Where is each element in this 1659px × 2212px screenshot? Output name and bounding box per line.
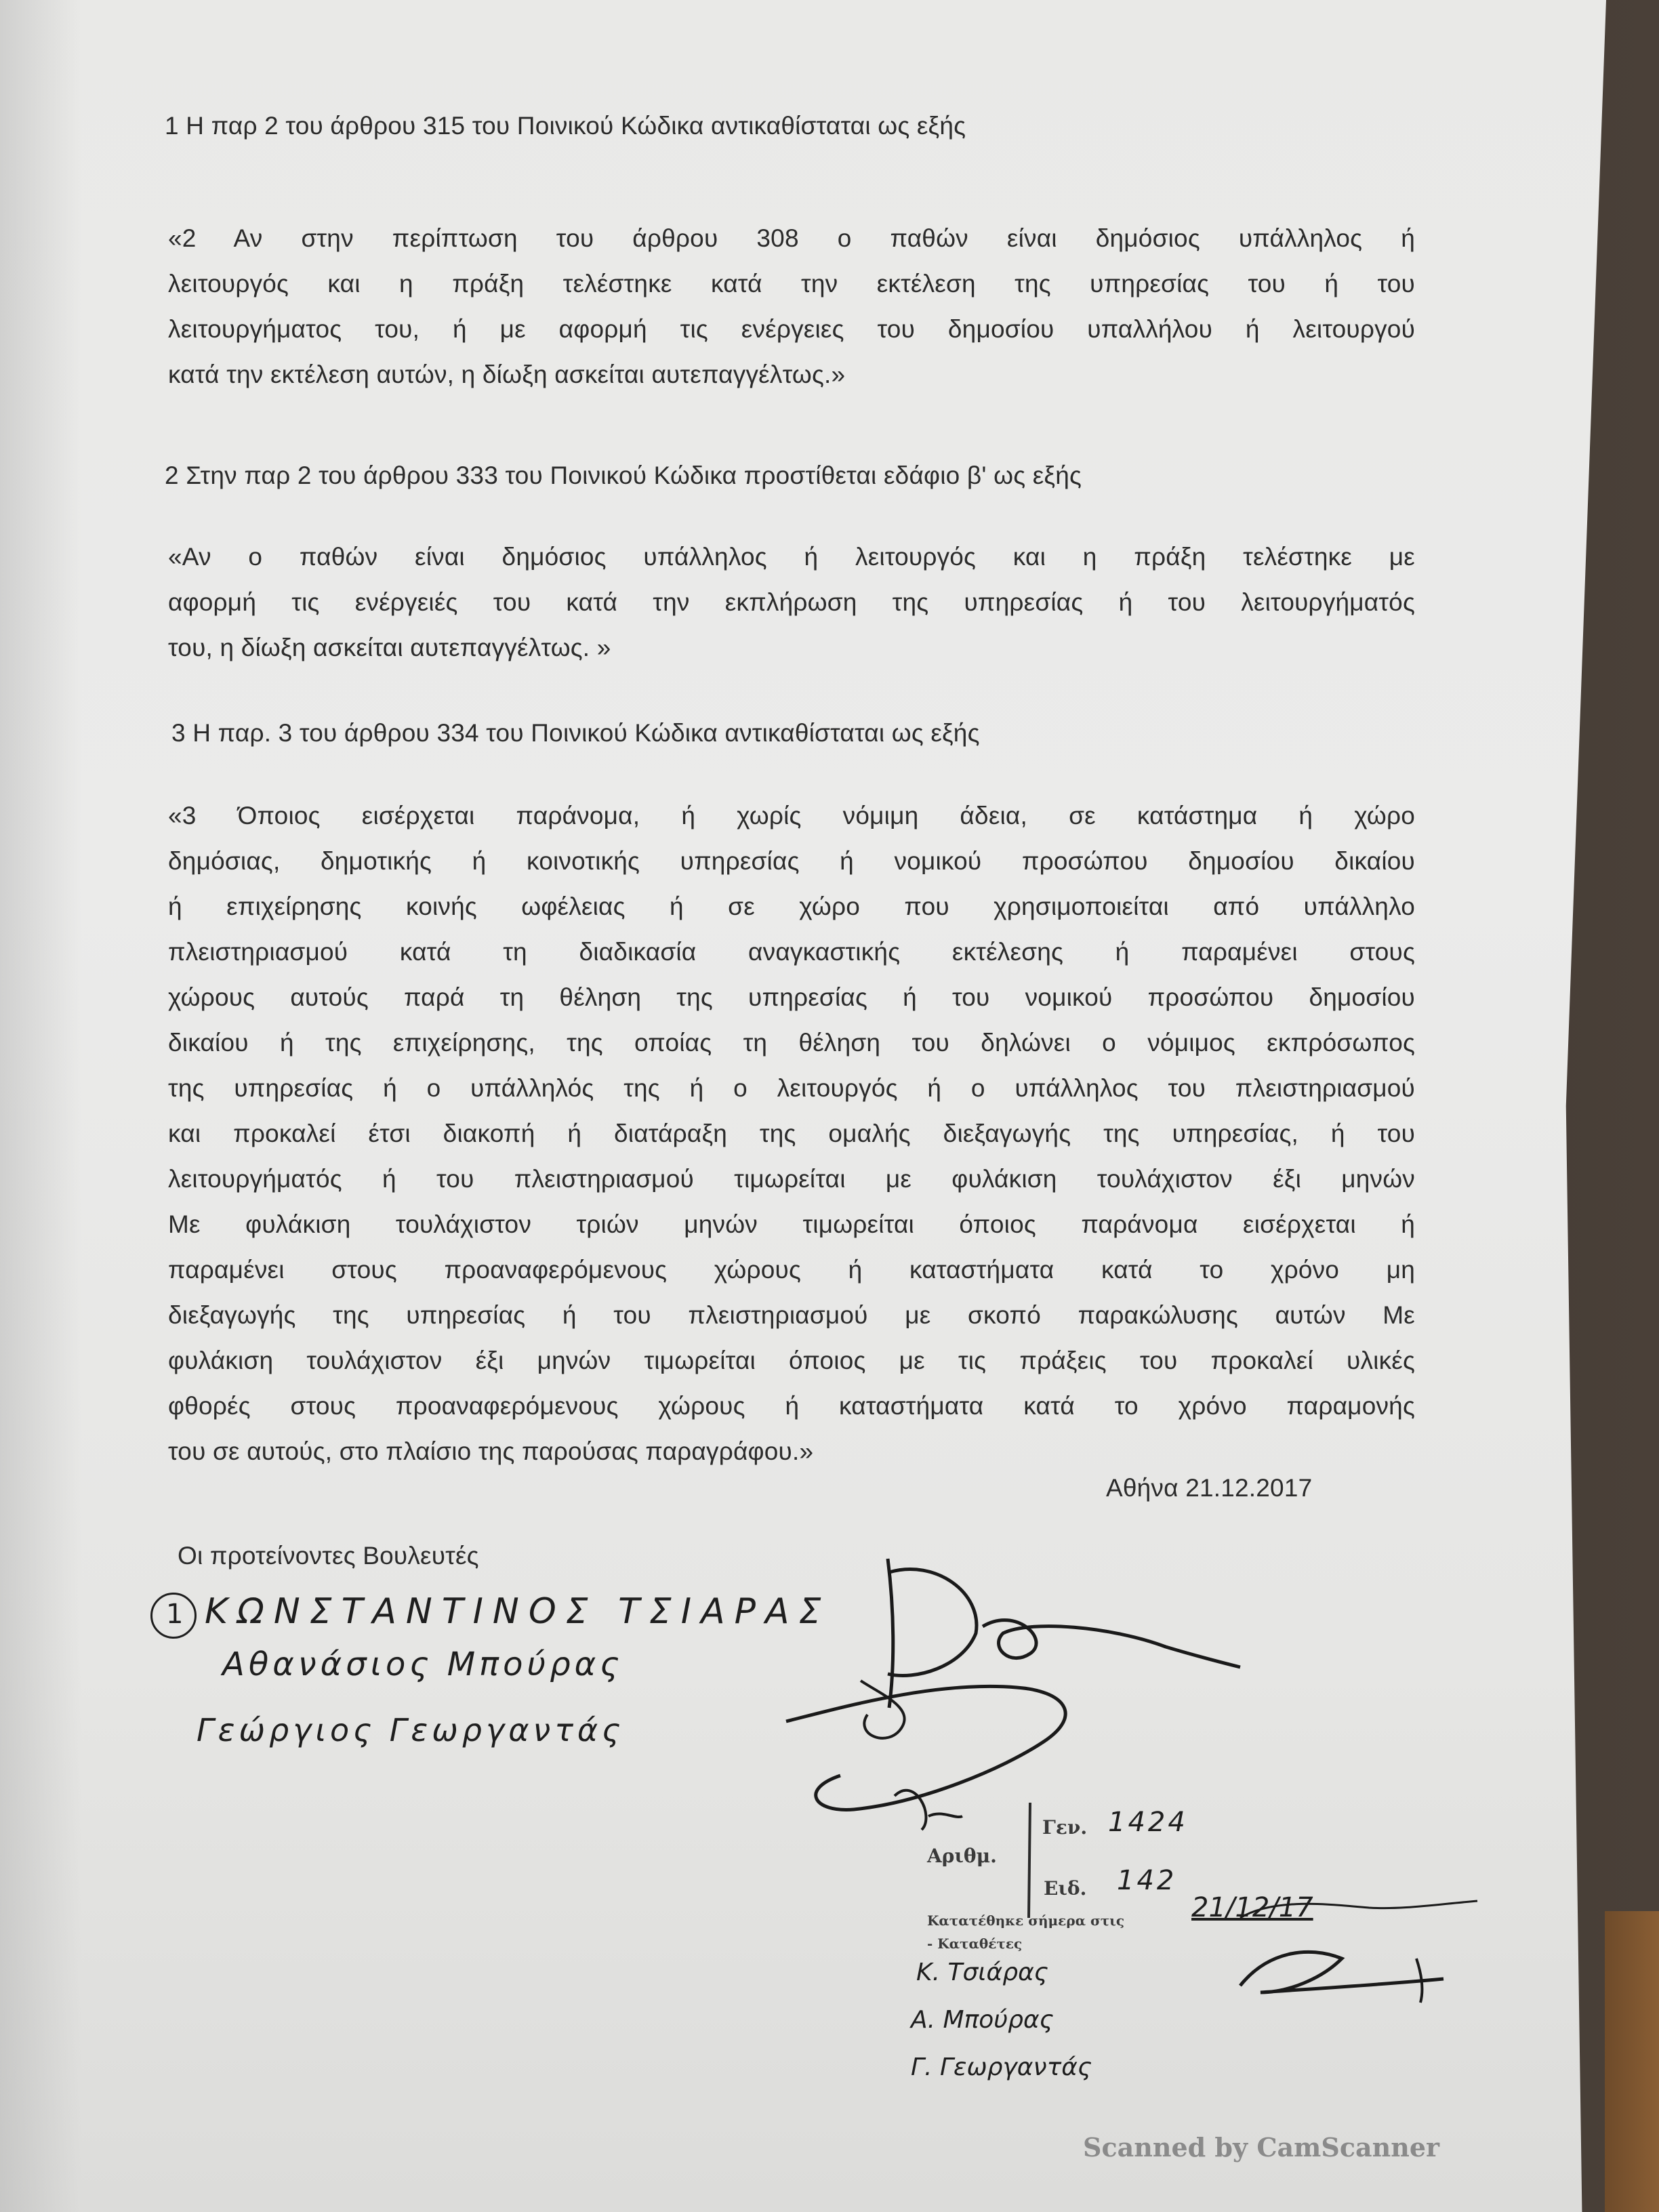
quote-line: κατά την εκτέλεση αυτών, η δίωξη ασκείται αυτεπαγγέλτως.» <box>168 361 846 388</box>
stamp-label-arith: Αριθμ. <box>927 1845 997 1867</box>
paragraph-3-quote <box>168 793 1415 1474</box>
stamp-label-eid: Ειδ. <box>1044 1877 1087 1900</box>
handwritten-name-2: Αθανάσιος Μπούρας <box>222 1645 623 1683</box>
quote-line: παραμένει στους προαναφερόμενους χώρους ή καταστήματα κατά το χρόνο μη <box>168 1256 1415 1284</box>
quote-line: φυλάκιση τουλάχιστον έξι μηνών τιμωρείται όποιος με τις πράξεις του προκαλεί υλικές <box>168 1347 1415 1374</box>
stamp-value-gen: 1424 <box>1108 1807 1188 1838</box>
handwritten-number-circle <box>150 1593 197 1639</box>
stamp-initial-2: Α. Μπούρας <box>911 2006 1054 2034</box>
quote-line: λειτουργός και η πράξη τελέστηκε κατά την εκτέλεση της υπηρεσίας του ή του <box>168 270 1415 298</box>
quote-line: αφορμή τις ενέργειές του κατά την εκπλήρωση της υπηρεσίας ή του λειτουργήματός <box>168 588 1415 616</box>
quote-line: του σε αυτούς, στο πλαίσιο της παρούσας παραγράφου.» <box>168 1437 814 1465</box>
stamp-divider <box>1023 1803 1037 1918</box>
paragraph-2-quote <box>168 534 1415 670</box>
quote-line: δημόσιας, δημοτικής ή κοινοτικής υπηρεσίας ή νομικού προσώπου δημοσίου δικαίου <box>168 847 1415 875</box>
handwritten-name-3: Γεώργιος Γεωργαντάς <box>197 1712 625 1748</box>
scanner-watermark: Scanned by CamScanner <box>1083 2132 1440 2163</box>
stamp-initial-1: Κ. Τσιάρας <box>916 1959 1048 1986</box>
quote-line: λειτουργήματος του, ή με αφορμή τις ενέργειες του δημοσίου υπαλλήλου ή λειτουργού <box>168 315 1415 343</box>
quote-line: ή επιχείρησης κοινής ωφέλειας ή σε χώρο που χρησιμοποιείται από υπάλληλο <box>168 893 1415 920</box>
quote-line: φθορές στους προαναφερόμενους χώρους ή καταστήματα κατά το χρόνο παραμονής <box>168 1392 1415 1420</box>
paragraph-1-heading: 1 Η παρ 2 του άρθρου 315 του Ποινικού Κώδικα αντικαθίσταται ως εξής <box>165 112 966 140</box>
handwritten-number: 1 <box>166 1599 184 1630</box>
stamp-label-gen: Γεν. <box>1042 1816 1088 1839</box>
date-line: Αθήνα 21.12.2017 <box>1106 1474 1313 1502</box>
desk-wood-edge <box>1605 1911 1659 2212</box>
proposers-label: Οι προτείνοντες Βουλευτές <box>178 1542 479 1570</box>
quote-line: «Αν ο παθών είναι δημόσιος υπάλληλος ή λειτουργός και η πράξη τελέστηκε με <box>168 543 1415 571</box>
paragraph-2-heading: 2 Στην παρ 2 του άρθρου 333 του Ποινικού Κώδικα προστίθεται εδάφιο β' ως εξής <box>165 462 1082 489</box>
quote-line: χώρους αυτούς παρά τη θέληση της υπηρεσίας ή του νομικού προσώπου δημοσίου <box>168 983 1415 1011</box>
quote-line: λειτουργήματός ή του πλειστηριασμού τιμωρείται με φυλάκιση τουλάχιστον έξι μηνών <box>168 1165 1415 1193</box>
paper-shadow <box>0 0 81 2212</box>
quote-line: «3 Όποιος εισέρχεται παράνομα, ή χωρίς νόμιμη άδεια, σε κατάστημα ή χώρο <box>168 802 1415 830</box>
quote-line: του, η δίωξη ασκείται αυτεπαγγέλτως. » <box>168 634 611 661</box>
quote-line: δικαίου ή της επιχείρησης, της οποίας τη θέληση του δηλώνει ο νόμιμος εκπρόσωπος <box>168 1029 1415 1057</box>
quote-line: «2 Αν στην περίπτωση του άρθρου 308 ο παθών είναι δημόσιος υπάλληλος ή <box>168 224 1415 252</box>
stamp-initial-3: Γ. Γεωργαντάς <box>911 2053 1092 2081</box>
stamp-date-handwritten: 21/12/17 <box>1191 1892 1313 1923</box>
handwritten-name-1: ΚΩΝΣΤΑΝΤΙΝΟΣ ΤΣΙΑΡΑΣ <box>205 1591 831 1632</box>
signature-scribbles <box>759 1518 1247 1837</box>
stamp-scribbles <box>1220 1877 1504 2013</box>
quote-line: και προκαλεί έτσι διακοπή ή διατάραξη της ομαλής διεξαγωγής της υπηρεσίας, ή του <box>168 1120 1415 1147</box>
quote-line: πλειστηριασμού κατά τη διαδικασία αναγκαστικής εκτέλεσης ή παραμένει στους <box>168 938 1415 966</box>
stamp-line-katathetes: - Καταθέτες <box>927 1936 1023 1952</box>
quote-line: Με φυλάκιση τουλάχιστον τριών μηνών τιμωρείται όποιος παράνομα εισέρχεται ή <box>168 1210 1415 1238</box>
quote-line: της υπηρεσίας ή ο υπάλληλός της ή ο λειτουργός ή ο υπάλληλος του πλειστηριασμού <box>168 1074 1415 1102</box>
paragraph-1-quote <box>168 216 1415 397</box>
stamp-value-eid: 142 <box>1117 1865 1177 1896</box>
paragraph-3-heading: 3 Η παρ. 3 του άρθρου 334 του Ποινικού Κώδικα αντικαθίσταται ως εξής <box>171 719 980 747</box>
quote-line: διεξαγωγής της υπηρεσίας ή του πλειστηριασμού με σκοπό παρακώλυσης αυτών Με <box>168 1301 1415 1329</box>
stamp-line-katatethike: Κατατέθηκε σήμερα στις <box>927 1912 1125 1929</box>
